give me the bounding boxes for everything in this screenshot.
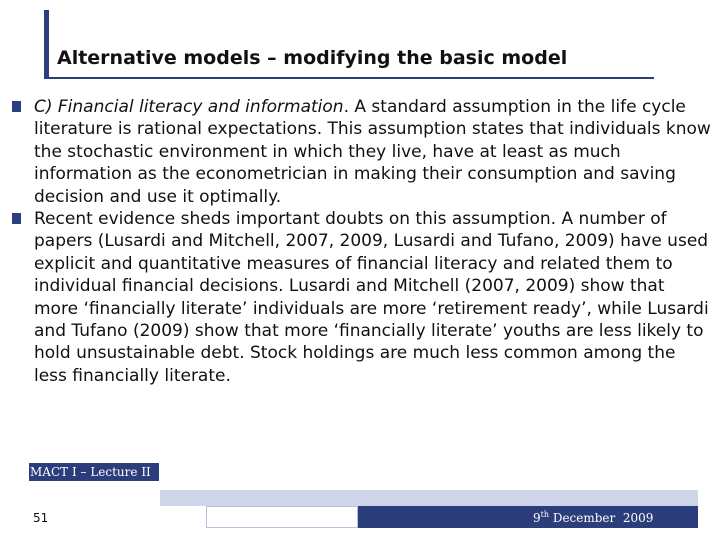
slide-title: Alternative models – modifying the basic model bbox=[57, 47, 568, 69]
page-number: 51 bbox=[33, 511, 49, 525]
bullet-item bbox=[12, 208, 712, 387]
footer-course-label: MACT I – Lecture II bbox=[30, 465, 151, 479]
footer-white-box bbox=[206, 506, 358, 528]
square-bullet-icon bbox=[12, 101, 21, 112]
slide-content bbox=[12, 96, 712, 387]
square-bullet-icon bbox=[12, 213, 21, 224]
footer-date bbox=[533, 506, 653, 524]
bullet-text: Recent evidence sheds important doubts on this assumption. A number of papers (Lusardi and Mitchell, 2007, 2009, Lusardi and Tufano, 2009) have used explicit and quantitative measures of financial literacy and related them to individual financial decisions. Lusardi and Mitchell (2007, 2009) show that more ‘financially literate’ individuals are more ‘retirement ready’, while Lusardi and Tufano (2009) show that more ‘financially literate’ youths are less likely to hold unsustainable debt. Stock holdings are much less common among the less financially literate. bbox=[34, 209, 709, 386]
date-day: 9 bbox=[533, 511, 541, 525]
date-rest: December 2009 bbox=[549, 511, 654, 525]
footer-light-band bbox=[160, 490, 698, 506]
bullet-lead-italic: C) Financial literacy and information bbox=[34, 97, 344, 117]
date-suffix: th bbox=[540, 510, 550, 519]
title-underline bbox=[44, 77, 654, 79]
bullet-item bbox=[12, 96, 712, 208]
bullet-text: . A standard assumption in the life cycle literature is rational expectations. This assumption states that individuals know the stochastic environment in which they live, have at least as much information as the econometrician in making their consumption and saving decision and use it optimally. bbox=[34, 97, 711, 207]
title-accent-bar bbox=[44, 10, 49, 78]
